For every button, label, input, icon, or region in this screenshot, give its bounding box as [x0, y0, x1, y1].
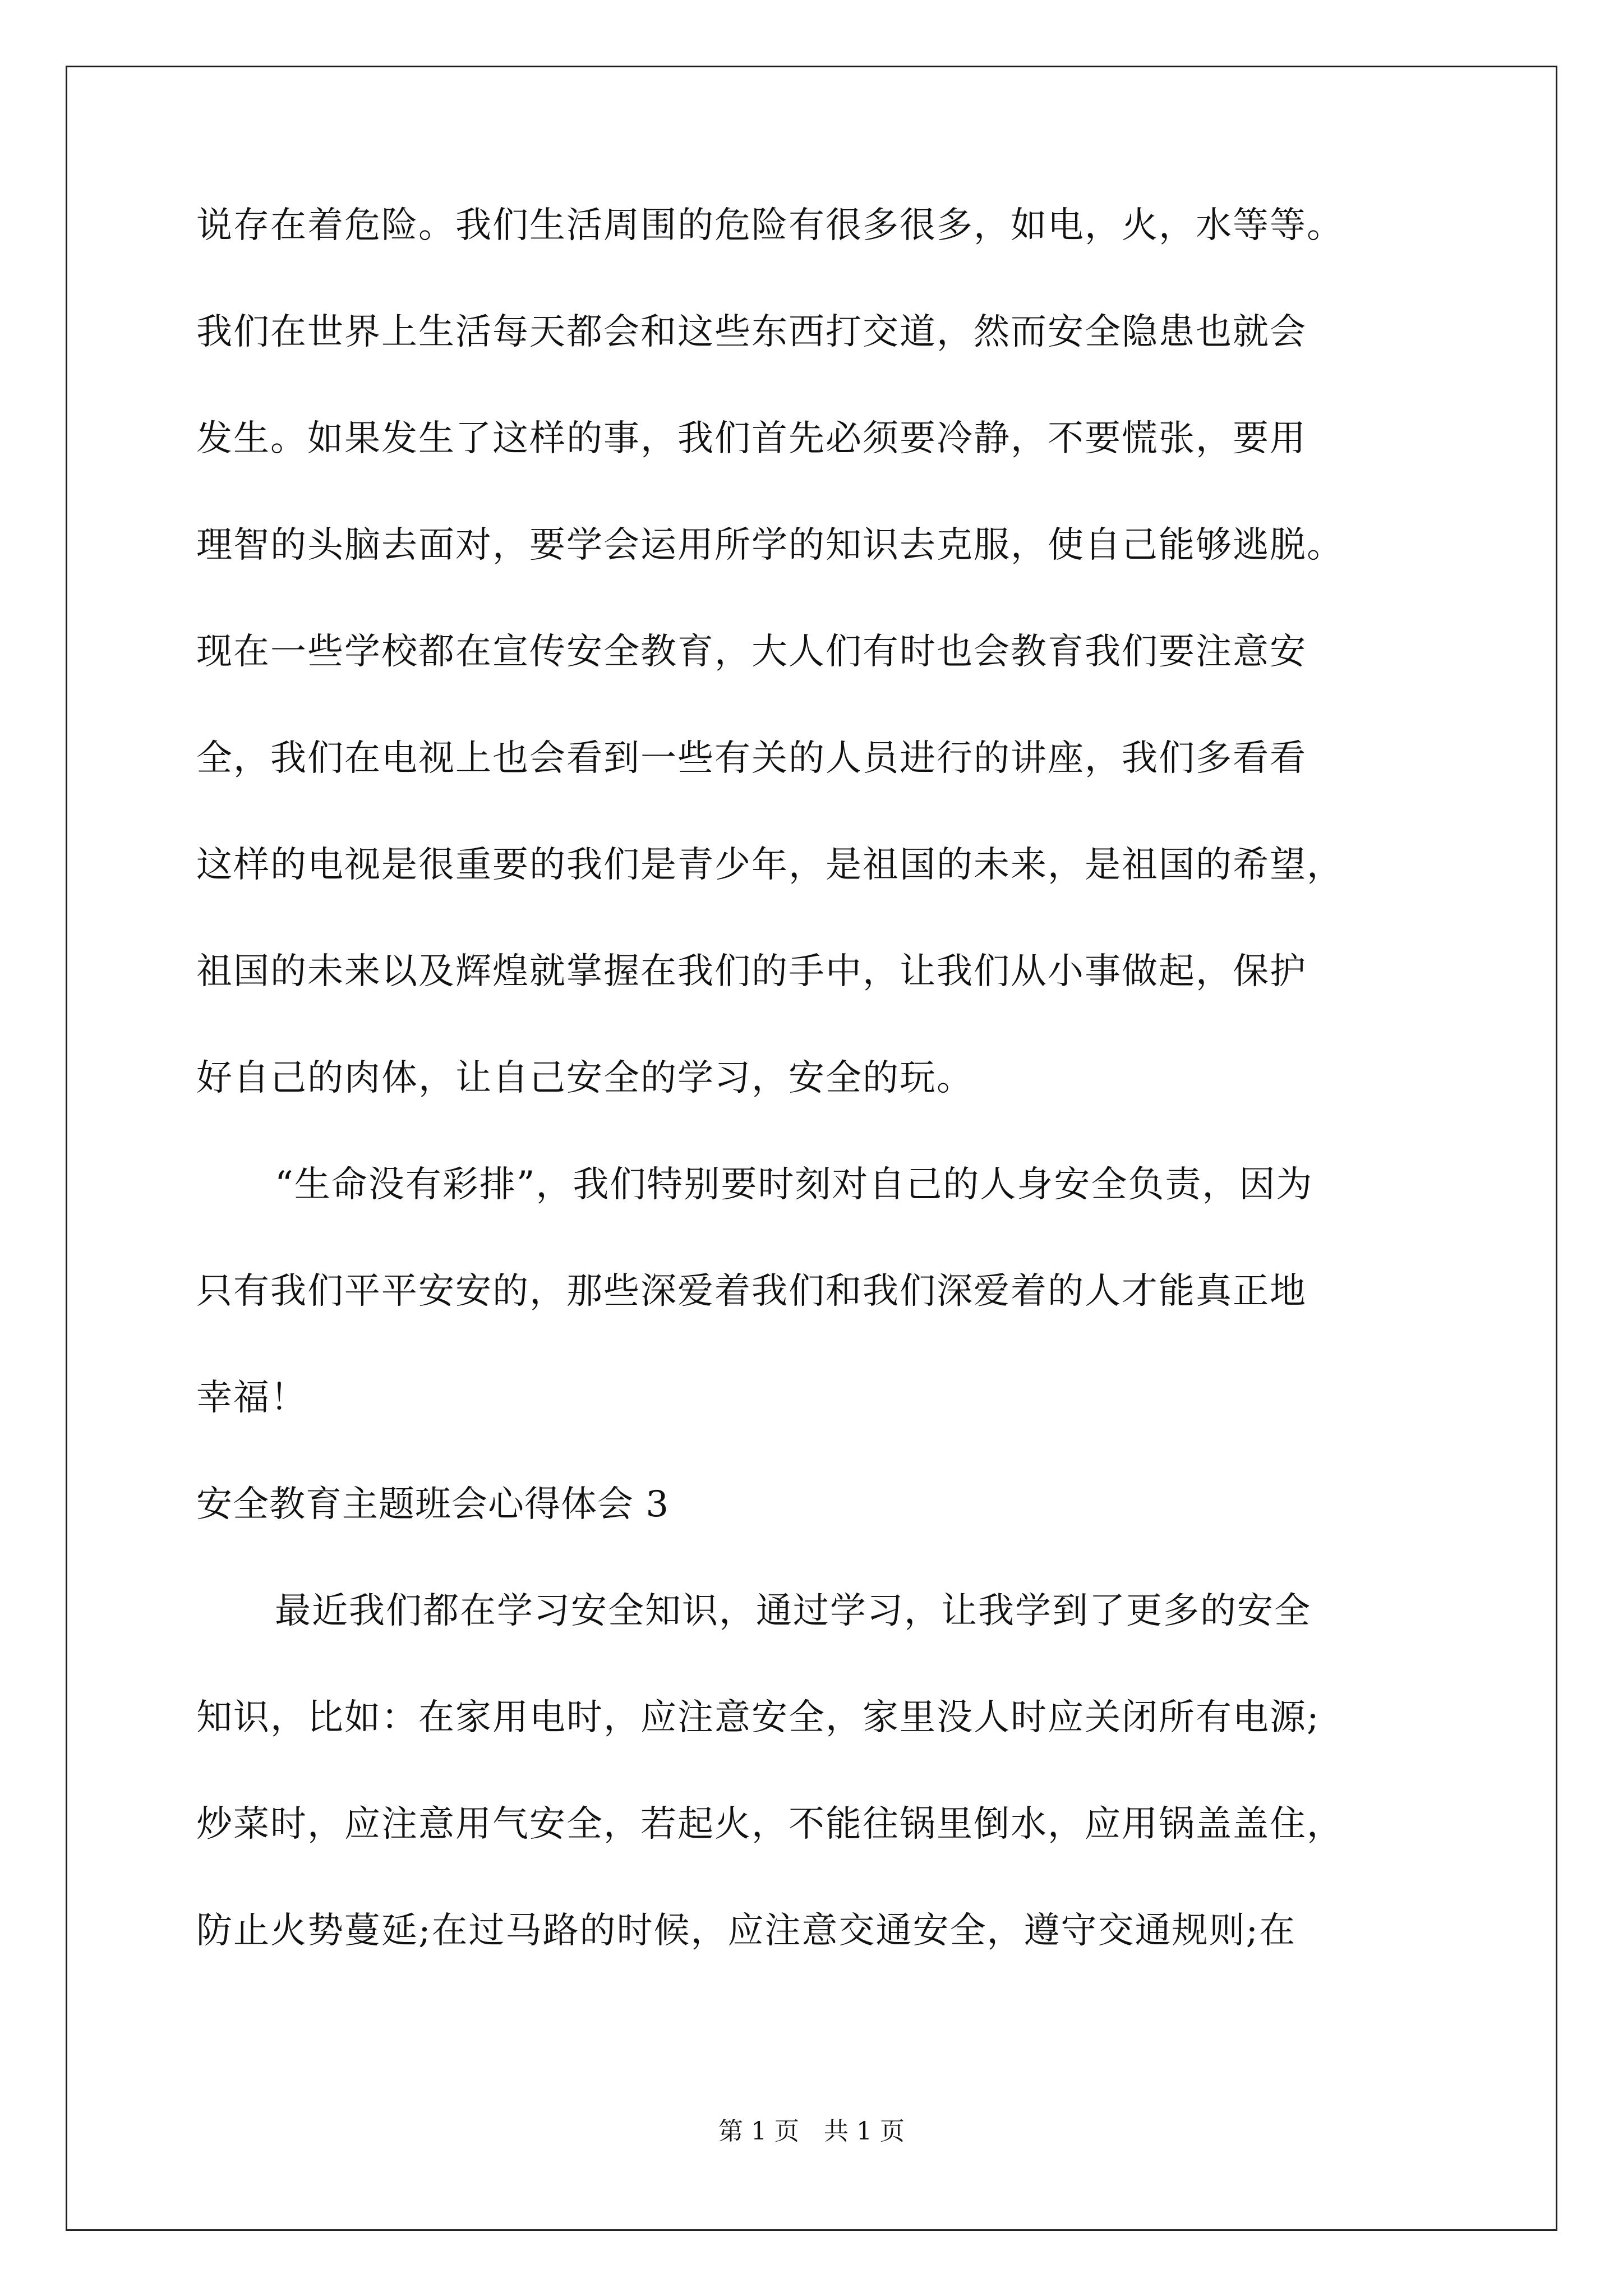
paragraph-line: 幸福！ [196, 1377, 307, 1419]
paragraph-line: 炒菜时，应注意用气安全，若起火，不能往锅里倒水，应用锅盖盖住， [196, 1803, 1344, 1845]
paragraph-line: 理智的头脑去面对，要学会运用所学的知识去克服，使自己能够逃脱。 [196, 524, 1344, 566]
paragraph-line: 我们在世界上生活每天都会和这些东西打交道，然而安全隐患也就会 [196, 311, 1307, 353]
paragraph-line: 好自己的肉体，让自己安全的学习，安全的玩。 [196, 1057, 974, 1099]
paragraph-line: 说存在着危险。我们生活周围的危险有很多很多，如电，火，水等等。 [196, 205, 1344, 246]
page-total: 共 1 页 [824, 2117, 905, 2146]
paragraph-line: 知识，比如：在家用电时，应注意安全，家里没人时应关闭所有电源; [196, 1697, 1320, 1738]
paragraph-line: 祖国的未来以及辉煌就掌握在我们的手中，让我们从小事做起，保护 [196, 951, 1307, 992]
paragraph-line: 全，我们在电视上也会看到一些有关的人员进行的讲座，我们多看看 [196, 738, 1307, 779]
paragraph-line: 最近我们都在学习安全知识，通过学习，让我学到了更多的安全 [275, 1590, 1311, 1632]
section-title: 安全教育主题班会心得体会 3 [196, 1484, 670, 1525]
paragraph-line: 这样的电视是很重要的我们是青少年，是祖国的未来，是祖国的希望， [196, 844, 1344, 886]
document-body [196, 205, 1453, 2019]
paragraph-line: “生命没有彩排”，我们特别要时刻对自己的人身安全负责，因为 [275, 1164, 1313, 1205]
page-footer [0, 2119, 1623, 2144]
paragraph-line: 只有我们平平安安的，那些深爱着我们和我们深爱着的人才能真正地 [196, 1271, 1307, 1312]
paragraph-line: 现在一些学校都在宣传安全教育，大人们有时也会教育我们要注意安 [196, 631, 1307, 673]
paragraph-line: 发生。如果发生了这样的事，我们首先必须要冷静，不要慌张，要用 [196, 418, 1307, 459]
paragraph-line: 防止火势蔓延;在过马路的时候，应注意交通安全，遵守交通规则;在 [196, 1910, 1297, 1952]
page-number: 第 1 页 [718, 2117, 799, 2146]
